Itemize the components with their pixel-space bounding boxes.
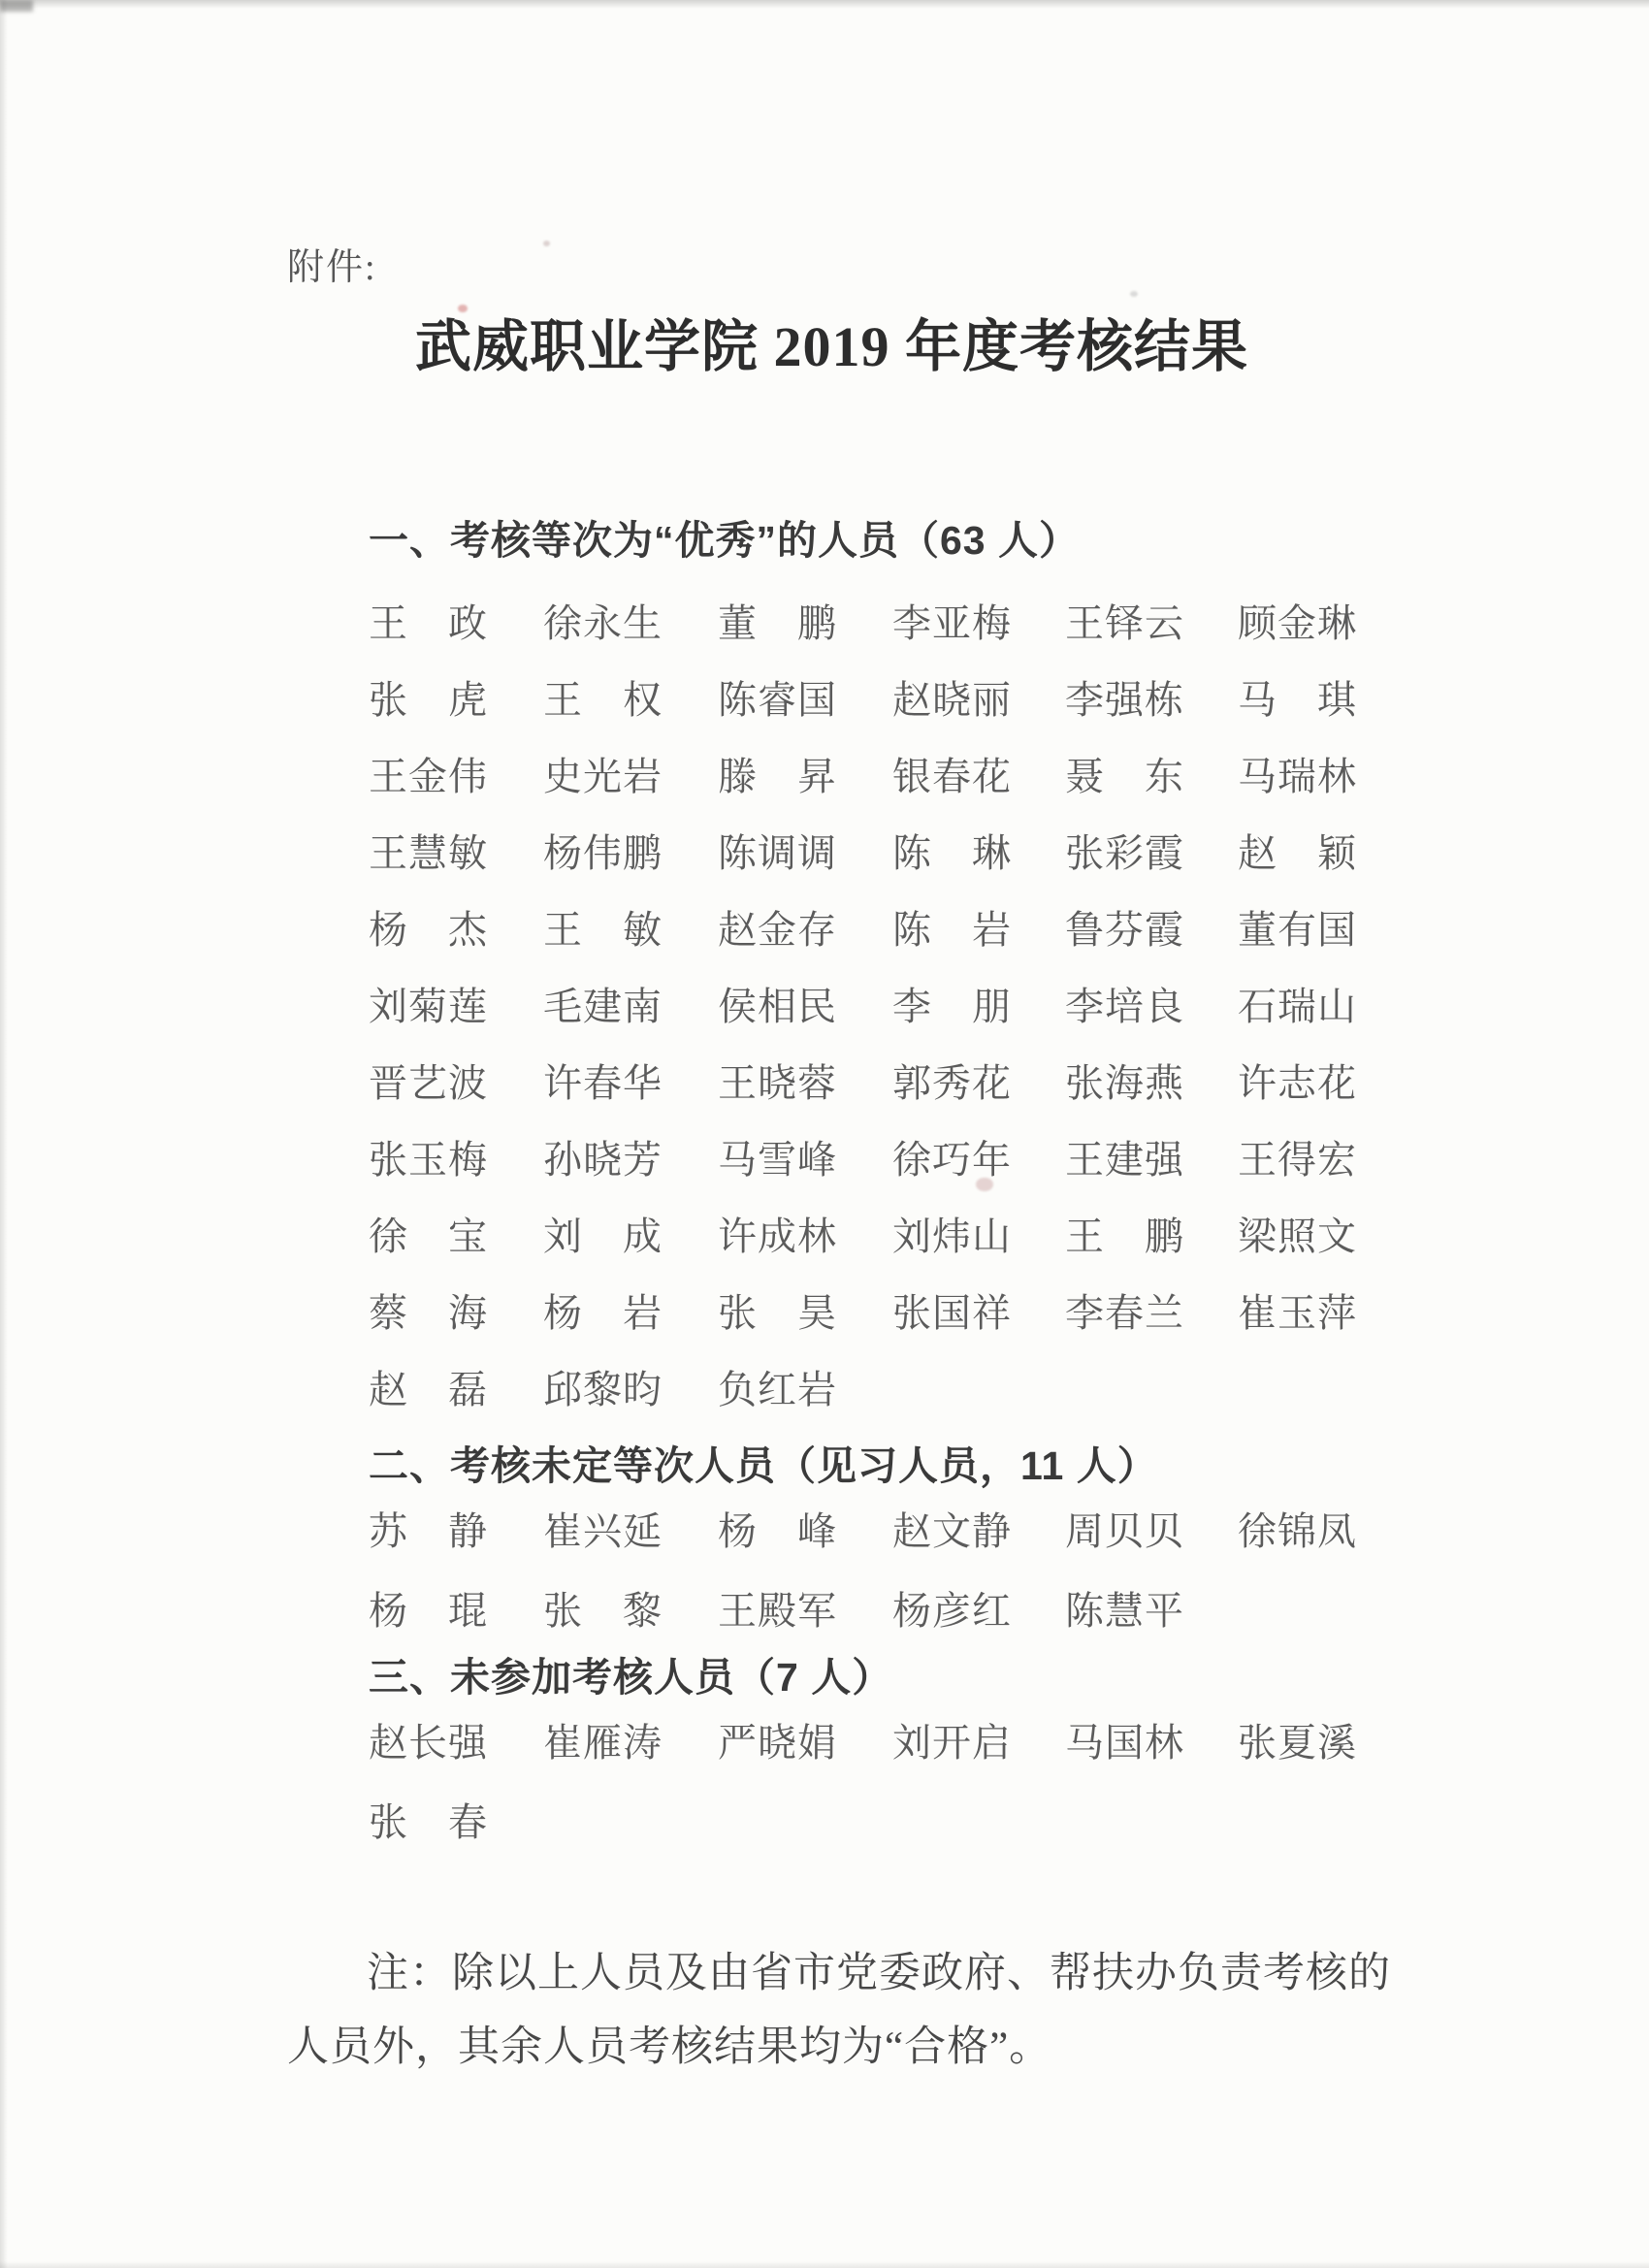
section-1-name-list bbox=[369, 582, 1374, 1425]
person-name: 刘炜山 bbox=[892, 1215, 1012, 1258]
document-title: 武威职业学院 2019 年度考核结果 bbox=[415, 315, 1249, 378]
person-name: 崔玉萍 bbox=[1238, 1291, 1357, 1335]
person-name: 王 敏 bbox=[543, 908, 663, 952]
person-name: 杨彦红 bbox=[892, 1588, 1012, 1633]
person-name: 张 虎 bbox=[369, 678, 488, 722]
person-name: 杨伟鹏 bbox=[543, 831, 663, 875]
person-name: 李强栋 bbox=[1065, 678, 1184, 722]
person-name: 王晓蓉 bbox=[718, 1061, 837, 1105]
note-line-2: 人员外，其余人员考核结果均为“合格”。 bbox=[287, 2025, 1052, 2070]
person-name: 石瑞山 bbox=[1238, 985, 1357, 1028]
person-name: 负红岩 bbox=[718, 1368, 837, 1411]
person-name: 孙晓芳 bbox=[543, 1138, 663, 1182]
person-name: 马瑞林 bbox=[1238, 755, 1357, 798]
section-3-heading-not-assessed: 三、未参加考核人员（7 人） bbox=[369, 1655, 893, 1700]
section-3-name-list bbox=[369, 1700, 1374, 1859]
person-name: 郭秀花 bbox=[892, 1061, 1012, 1105]
person-name: 董 鹏 bbox=[718, 601, 837, 645]
person-name: 鲁芬霞 bbox=[1065, 908, 1184, 952]
person-name: 王 鹏 bbox=[1065, 1215, 1184, 1258]
person-name: 王慧敏 bbox=[369, 831, 488, 875]
person-name: 张 春 bbox=[369, 1799, 488, 1844]
person-name: 王建强 bbox=[1065, 1138, 1184, 1182]
person-name: 马雪峰 bbox=[718, 1138, 837, 1182]
person-name: 滕 昇 bbox=[718, 755, 837, 798]
person-name: 许成林 bbox=[718, 1215, 837, 1258]
person-name: 史光岩 bbox=[543, 755, 663, 798]
person-name: 刘开启 bbox=[892, 1720, 1012, 1765]
person-name: 梁照文 bbox=[1238, 1215, 1357, 1258]
person-name: 苏 静 bbox=[369, 1508, 488, 1553]
person-name: 崔兴延 bbox=[543, 1508, 663, 1553]
person-name: 陈睿国 bbox=[718, 678, 837, 722]
person-name: 徐巧年 bbox=[892, 1138, 1012, 1182]
person-name: 赵金存 bbox=[718, 908, 837, 952]
scan-edge-top bbox=[0, 0, 1649, 9]
section-1-heading-excellent: 一、考核等次为“优秀”的人员（63 人） bbox=[369, 518, 1080, 563]
person-name: 王殿军 bbox=[718, 1588, 837, 1633]
person-name: 李培良 bbox=[1065, 985, 1184, 1028]
person-name: 徐永生 bbox=[543, 601, 663, 645]
person-name: 毛建南 bbox=[543, 985, 663, 1028]
person-name: 徐锦凤 bbox=[1238, 1508, 1357, 1553]
person-name: 马国林 bbox=[1065, 1720, 1184, 1765]
person-name: 张 昊 bbox=[718, 1291, 837, 1335]
person-name: 刘菊莲 bbox=[369, 985, 488, 1028]
person-name: 陈调调 bbox=[718, 831, 837, 875]
person-name: 周贝贝 bbox=[1065, 1508, 1184, 1553]
person-name: 王 政 bbox=[369, 601, 488, 645]
person-name: 董有国 bbox=[1238, 908, 1357, 952]
person-name: 严晓娟 bbox=[718, 1720, 837, 1765]
person-name: 王得宏 bbox=[1238, 1138, 1357, 1182]
person-name: 杨 琨 bbox=[369, 1588, 488, 1633]
person-name: 邱黎昀 bbox=[543, 1368, 663, 1411]
person-name: 杨 杰 bbox=[369, 908, 488, 952]
person-name: 赵晓丽 bbox=[892, 678, 1012, 722]
person-name: 蔡 海 bbox=[369, 1291, 488, 1335]
person-name: 陈慧平 bbox=[1065, 1588, 1184, 1633]
person-name: 李亚梅 bbox=[892, 601, 1012, 645]
scan-edge-bottom bbox=[0, 2261, 1649, 2268]
scan-speck bbox=[543, 241, 550, 246]
person-name: 晋艺波 bbox=[369, 1061, 488, 1105]
person-name: 王铎云 bbox=[1065, 601, 1184, 645]
person-name: 张夏溪 bbox=[1238, 1720, 1357, 1765]
person-name: 李 朋 bbox=[892, 985, 1012, 1028]
person-name: 马 琪 bbox=[1238, 678, 1357, 722]
person-name: 赵文静 bbox=[892, 1508, 1012, 1553]
person-name: 银春花 bbox=[892, 755, 1012, 798]
section-2-heading-undetermined: 二、考核未定等次人员（见习人员，11 人） bbox=[369, 1443, 1158, 1488]
person-name: 王金伟 bbox=[369, 755, 488, 798]
person-name: 陈 琳 bbox=[892, 831, 1012, 875]
person-name: 赵 颖 bbox=[1238, 831, 1357, 875]
scan-speck bbox=[1130, 291, 1138, 297]
scan-edge-left bbox=[0, 0, 8, 2268]
person-name: 顾金琳 bbox=[1238, 601, 1357, 645]
note-line-1: 注：除以上人员及由省市党委政府、帮扶办负责考核的 bbox=[367, 1951, 1391, 1996]
person-name: 许志花 bbox=[1238, 1061, 1357, 1105]
person-name: 张彩霞 bbox=[1065, 831, 1184, 875]
person-name: 赵 磊 bbox=[369, 1368, 488, 1411]
person-name: 王 权 bbox=[543, 678, 663, 722]
person-name: 许春华 bbox=[543, 1061, 663, 1105]
scan-corner-artifact bbox=[0, 0, 33, 12]
person-name: 崔雁涛 bbox=[543, 1720, 663, 1765]
person-name: 聂 东 bbox=[1065, 755, 1184, 798]
section-2-name-list bbox=[369, 1488, 1374, 1647]
person-name: 张玉梅 bbox=[369, 1138, 488, 1182]
person-name: 陈 岩 bbox=[892, 908, 1012, 952]
person-name: 李春兰 bbox=[1065, 1291, 1184, 1335]
person-name: 杨 岩 bbox=[543, 1291, 663, 1335]
person-name: 徐 宝 bbox=[369, 1215, 488, 1258]
person-name: 侯相民 bbox=[718, 985, 837, 1028]
person-name: 赵长强 bbox=[369, 1720, 488, 1765]
person-name: 张海燕 bbox=[1065, 1061, 1184, 1105]
person-name: 刘 成 bbox=[543, 1215, 663, 1258]
person-name: 张 黎 bbox=[543, 1588, 663, 1633]
attachment-label: 附件: bbox=[287, 247, 377, 288]
person-name: 杨 峰 bbox=[718, 1508, 837, 1553]
person-name: 张国祥 bbox=[892, 1291, 1012, 1335]
